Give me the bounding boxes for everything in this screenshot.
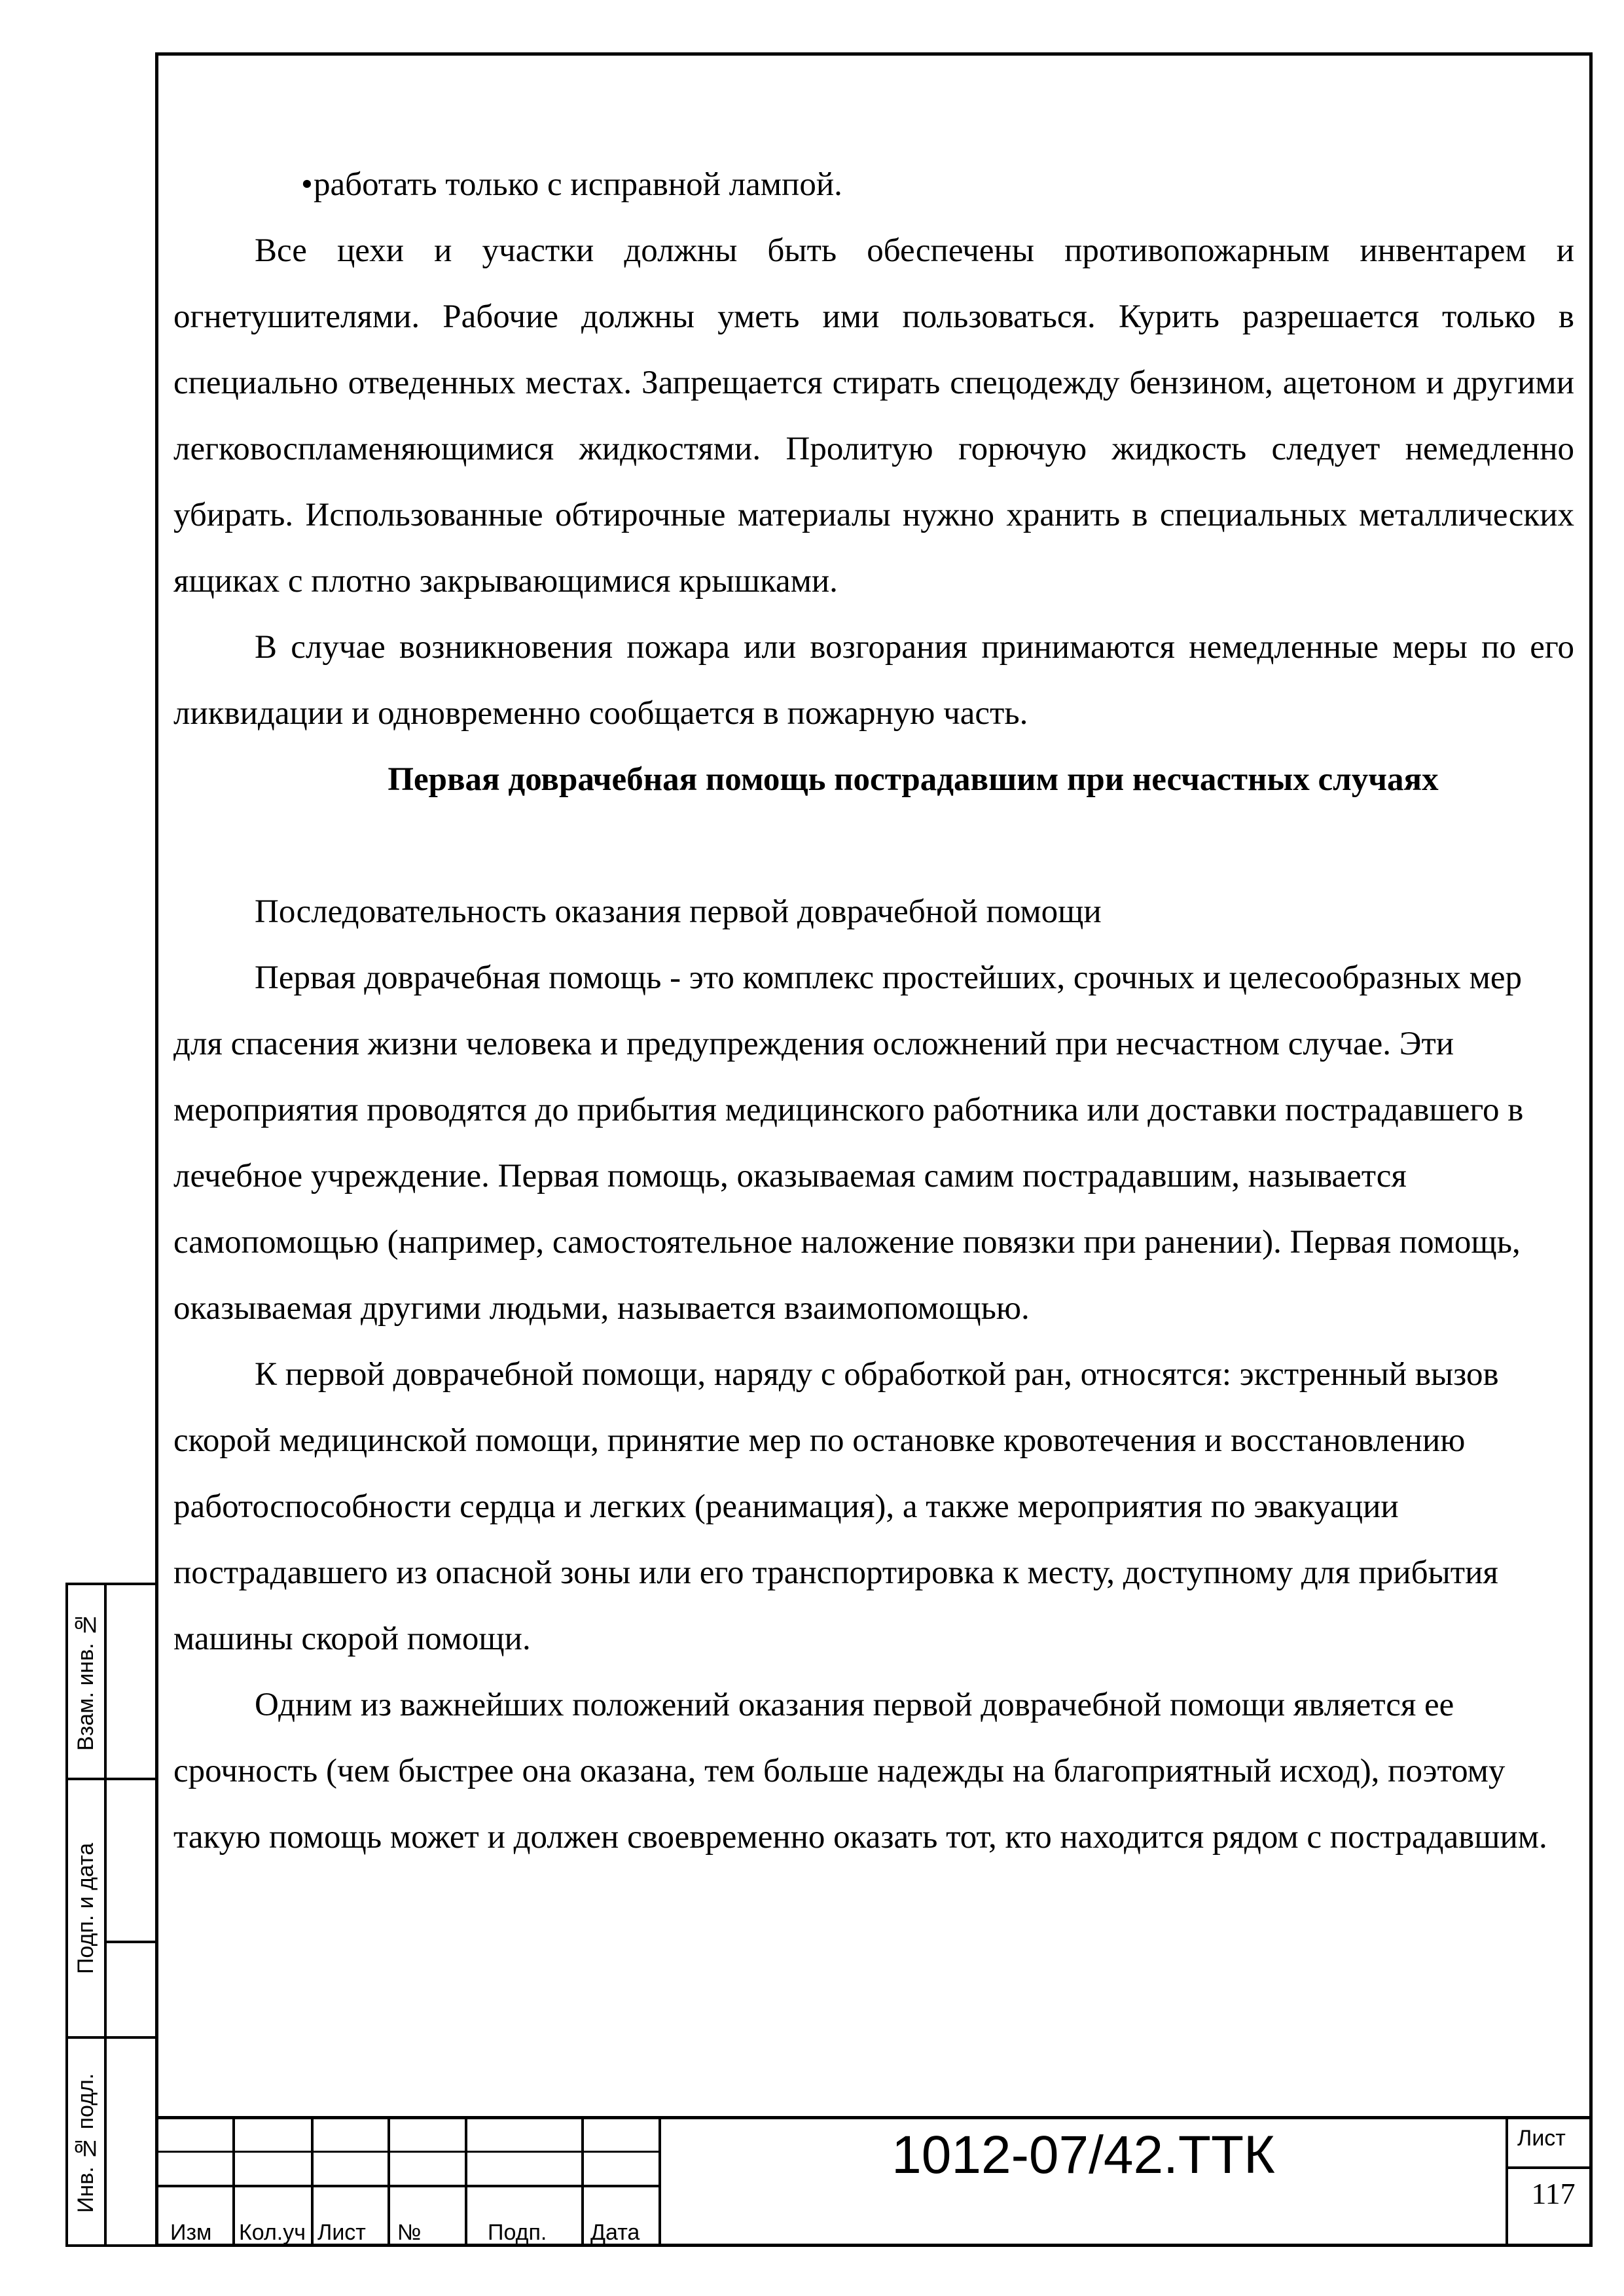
tb-col-num: № bbox=[397, 2220, 422, 2245]
document-body bbox=[173, 152, 1574, 1871]
bullet-icon: • bbox=[301, 166, 313, 203]
bullet-item bbox=[173, 152, 1574, 218]
tb-col-data: Дата bbox=[590, 2220, 640, 2245]
side-label-inv: Инв. № подл. bbox=[73, 2073, 98, 2213]
side-stamp bbox=[65, 1583, 155, 2247]
tb-col-izm: Изм bbox=[170, 2220, 212, 2245]
paragraph: Одним из важнейших положений оказания первой доврачебной помощи является ее срочность (чем быстрее она оказана, тем больше надежды на благоприятный исход), поэтому такую помощь может и должен своевременно оказать тот, кто находится рядом с пострадавшим. bbox=[173, 1687, 1547, 1856]
section-heading: Первая доврачебная помощь пострадавшим при несчастных случаях bbox=[388, 761, 1439, 798]
subheading: Последовательность оказания первой доврачебной помощи bbox=[255, 893, 1102, 930]
tb-col-podp: Подп. bbox=[488, 2220, 547, 2245]
document-code: 1012-07/42.ТТК bbox=[892, 2125, 1275, 2185]
sheet-label: Лист bbox=[1517, 2126, 1566, 2151]
tb-col-list: Лист bbox=[317, 2220, 366, 2245]
tb-col-kol: Кол.уч bbox=[239, 2220, 306, 2245]
side-label-vzam: Взам. инв. № bbox=[73, 1611, 98, 1751]
sheet-number: 117 bbox=[1531, 2177, 1576, 2210]
paragraph: В случае возникновения пожара или возгорания принимаются немедленные меры по его ликвидации и одновременно сообщается в пожарную часть. bbox=[173, 629, 1574, 732]
paragraph: К первой доврачебной помощи, наряду с обработкой ран, относятся: экстренный вызов скорой медицинской помощи, принятие мер по остановке кровотечения и восстановлению работоспособности сердца и легких (реанимация), а также мероприятия по эвакуации пострадавшего из опасной зоны или его транспортировка к месту, доступному для прибытия машины скорой помощи. bbox=[173, 1356, 1499, 1657]
paragraph: Все цехи и участки должны быть обеспечены противопожарным инвентарем и огнетушителями. Рабочие должны уметь ими пользоваться. Курить разрешается только в специально отведенных местах. Запрещается стирать спецодежду бензином, ацетоном и другими легковоспламеняющимися жидкостями. Пролитую горючую жидкость следует немедленно убирать. Использованные обтирочные материалы нужно хранить в специальных металлических ящиках с плотно закрывающимися крышками. bbox=[173, 232, 1574, 600]
paragraph: Первая доврачебная помощь - это комплекс простейших, срочных и целесообразных мер для спасения жизни человека и предупреждения осложнений при несчастном случае. Эти мероприятия проводятся до прибытия медицинского работника или доставки пострадавшего в лечебное учреждение. Первая помощь, оказываемая самим пострадавшим, называется самопомощью (например, самостоятельное наложение повязки при ранении). Первая помощь, оказываемая другими людьми, называется взаимопомощью. bbox=[173, 960, 1524, 1327]
bullet-text: работать только с исправной лампой. bbox=[314, 166, 842, 203]
side-label-podp: Подп. и дата bbox=[73, 1842, 98, 1974]
